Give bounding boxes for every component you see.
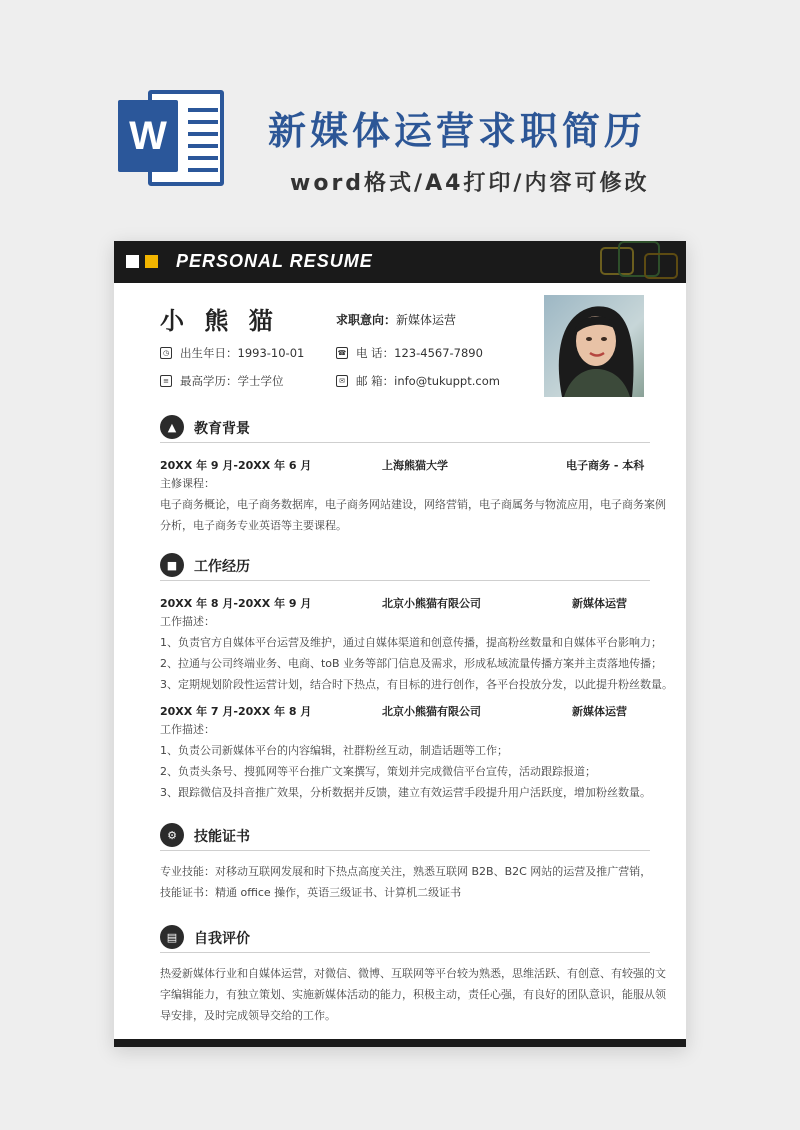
job-row <box>160 595 650 611</box>
gear-icon: ⚙ <box>160 823 184 847</box>
text-line: 3、定期规划阶段性运营计划，结合时下热点，有目标的进行创作，各平台投放分发，以此提升粉丝数量。 <box>160 678 673 691</box>
text-line: 2、负责头条号、搜狐网等平台推广文案撰写，策划并完成微信平台宣传，活动跟踪报道； <box>160 765 596 778</box>
job-row <box>160 703 650 719</box>
job-period: 20XX 年 7 月-20XX 年 8 月 <box>160 705 312 718</box>
job-period: 20XX 年 8 月-20XX 年 9 月 <box>160 597 312 610</box>
profile-icon: ▤ <box>160 925 184 949</box>
graduation-cap-icon: ▲ <box>160 415 184 439</box>
info-phone <box>336 345 483 361</box>
education-details <box>160 473 666 536</box>
section-skills <box>160 821 650 851</box>
topbar-label: PERSONAL RESUME <box>176 251 373 271</box>
job-intent-label: 求职意向： <box>336 313 397 327</box>
education-major: 电子商务 - 本科 <box>566 459 645 472</box>
yellow-square-icon <box>145 255 158 268</box>
birth-text: 出生年日：1993-10-01 <box>180 346 305 360</box>
candidate-name: 小 熊 猫 <box>160 307 279 335</box>
skills-details <box>160 861 652 903</box>
job-intent <box>336 311 456 328</box>
resume-bottombar <box>114 1039 686 1047</box>
email-text: 邮 箱：info@tukuppt.com <box>356 374 500 388</box>
self-evaluation-details <box>160 963 666 1026</box>
resume-topbar <box>114 241 686 283</box>
text-line: 专业技能：对移动互联网发展和时下热点高度关注，熟悉互联网 B2B、B2C 网站的运营及推广营销， <box>160 865 652 878</box>
profile-photo <box>544 295 644 397</box>
section-title: 教育背景 <box>194 421 250 437</box>
info-email <box>336 373 500 389</box>
education-school: 上海熊猫大学 <box>382 459 448 472</box>
section-title: 工作经历 <box>194 559 250 575</box>
info-birth <box>160 345 304 361</box>
banner <box>0 0 800 230</box>
section-work <box>160 551 650 581</box>
text-line: 工作描述： <box>160 615 215 628</box>
birthday-icon: ◷ <box>160 347 172 359</box>
text-line: 主修课程： <box>160 477 215 490</box>
briefcase-icon: ■ <box>160 553 184 577</box>
section-title: 自我评价 <box>194 931 250 947</box>
job-company: 北京小熊猫有限公司 <box>382 705 481 718</box>
word-logo-letter: W <box>118 100 178 172</box>
text-line: 技能证书：精通 office 操作，英语三级证书、计算机二级证书 <box>160 886 462 899</box>
email-icon: ✉ <box>336 375 348 387</box>
education-icon: ≡ <box>160 375 172 387</box>
section-education <box>160 413 650 443</box>
text-line: 2、拉通与公司终端业务、电商、toB 业务等部门信息及需求，形成私域流量传播方案并主责落地传播； <box>160 657 663 670</box>
section-self-evaluation <box>160 923 650 953</box>
text-line: 1、负责公司新媒体平台的内容编辑，社群粉丝互动，制造话题等工作； <box>160 744 508 757</box>
education-period: 20XX 年 9 月-20XX 年 6 月 <box>160 459 312 472</box>
job-role: 新媒体运营 <box>572 705 627 718</box>
text-line: 3、跟踪微信及抖音推广效果，分析数据并反馈，建立有效运营手段提升用户活跃度，增加粉丝数量。 <box>160 786 651 799</box>
education-row <box>160 457 650 473</box>
text-line: 电子商务概论，电子商务数据库，电子商务网站建设，网络营销，电子商属务与物流应用，电子商务案例 <box>160 498 666 511</box>
resume-sheet <box>114 241 686 1047</box>
section-title: 技能证书 <box>194 829 250 845</box>
job-company: 北京小熊猫有限公司 <box>382 597 481 610</box>
job-details <box>160 719 652 803</box>
white-square-icon <box>126 255 139 268</box>
text-line: 导安排，及时完成领导交给的工作。 <box>160 1009 336 1022</box>
education-text: 最高学历：学士学位 <box>180 374 284 388</box>
text-line: 工作描述： <box>160 723 215 736</box>
phone-icon: ☎ <box>336 347 348 359</box>
text-line: 分析，电子商务专业英语等主要课程。 <box>160 519 347 532</box>
text-line: 1、负责官方自媒体平台运营及维护，通过自媒体渠道和创意传播，提高粉丝数量和自媒体平台影响力； <box>160 636 662 649</box>
word-logo-icon <box>118 86 226 194</box>
text-line: 热爱新媒体行业和自媒体运营，对微信、微博、互联网等平台较为熟悉，思维活跃、有创意、有较强的文 <box>160 967 666 980</box>
phone-text: 电 话：123-4567-7890 <box>356 346 483 360</box>
job-role: 新媒体运营 <box>572 597 627 610</box>
info-education <box>160 373 284 389</box>
banner-title: 新媒体运营求职简历 <box>268 109 647 153</box>
decorative-frame-icon <box>644 253 678 279</box>
job-intent-value: 新媒体运营 <box>396 313 457 327</box>
job-details <box>160 611 673 695</box>
banner-subtitle: word格式/A4打印/内容可修改 <box>290 171 650 196</box>
text-line: 字编辑能力，有独立策划、实施新媒体活动的能力，积极主动，责任心强，有良好的团队意识，能服从领 <box>160 988 666 1001</box>
